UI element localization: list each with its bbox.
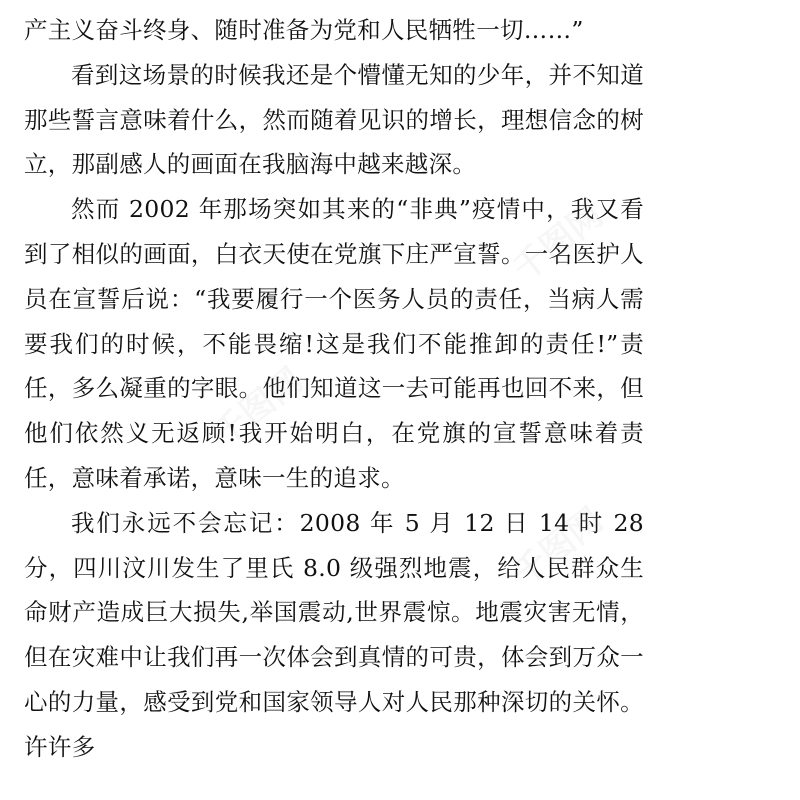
paragraph-2: 看到这场景的时候我还是个懵懂无知的少年，并不知道那些誓言意味着什么，然而随着见识的增长，理想信念的树立，那副感人的画面在我脑海中越来越深。 [24,60,644,179]
document-body [24,8,644,770]
paragraph-3: 然而 2002 年那场突如其来的“非典”疫情中，我又看到了相似的画面，白衣天使在党旗下庄严宣誓。一名医护人员在宣誓后说：“我要履行一个医务人员的责任，当病人需要我们的时候，不能畏缩!这是我们不能推卸的责任!”责任，多么凝重的字眼。他们知道这一去可能再也回不来，但他们依然义无返顾!我开始明白，在党旗的宣誓意味着责任，意味着承诺，意味一生的追求。 [24,195,644,492]
watermark: 千图网 [505,195,611,290]
paragraph-1-continued: 产主义奋斗终身、随时准备为党和人民牺牲一切……” [24,16,584,44]
paragraph-4: 我们永远不会忘记：2008 年 5 月 12 日 14 时 28 分，四川汶川发生了里氏 8.0 级强烈地震，给人民群众生命财产造成巨大损失,举国震动,世界震惊。地震灾害无情，但在灾难中让我们再一次体会到真情的可贵，体会到万众一心的力量，感受到党和国家领导人对人民那种深切的关怀。许许多 [24,508,644,761]
watermark: 千图网 [205,360,311,455]
watermark: 千图网 [505,500,611,595]
